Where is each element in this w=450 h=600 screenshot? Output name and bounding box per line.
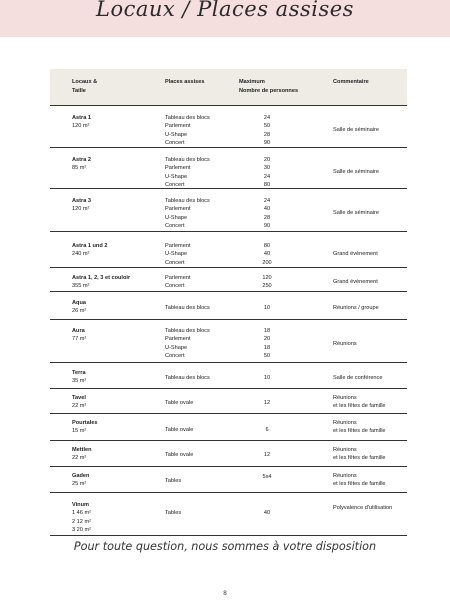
comment-cell (333, 340, 407, 348)
capacity-value: 28 (263, 131, 271, 138)
room-size: 26 m² (72, 308, 87, 315)
header-locaux (72, 78, 152, 95)
header-maximum-line: Maximum (239, 79, 265, 85)
capacity-value: 24 (263, 115, 271, 121)
seating-layout: Tableau des blocs (165, 157, 210, 163)
capacity-value: 30 (263, 165, 271, 172)
capacity-value: 200 (262, 259, 272, 266)
capacity-value: 24 (263, 198, 271, 204)
seating-layout: Concert (165, 222, 185, 229)
header-places: Places assises (165, 79, 205, 85)
capacity-value: 10 (263, 375, 271, 381)
capacity-value: 10 (263, 305, 271, 311)
capacity-value: 20 (263, 157, 271, 163)
capacity-cell (240, 274, 294, 291)
seating-cell (165, 509, 235, 517)
comment-cell (333, 209, 407, 217)
seating-layout: Tableau des blocs (165, 115, 210, 121)
seating-layout: Tables (165, 510, 182, 516)
seating-layout: U-Shape (165, 131, 188, 138)
room-cell (72, 472, 162, 489)
capacity-value: 80 (263, 243, 271, 249)
seating-layout: Concert (165, 259, 185, 266)
header-locaux-line: Locaux & (72, 79, 98, 85)
capacity-cell (240, 242, 294, 267)
comment-text: Grand évènement (333, 279, 378, 285)
seating-cell (165, 426, 235, 434)
table-row (50, 467, 407, 493)
capacity-cell (240, 156, 294, 189)
room-name: Terra (72, 370, 86, 376)
capacity-value: 12 (263, 452, 271, 458)
capacity-cell (240, 509, 294, 517)
comment-text: Réunions / groupe (333, 305, 379, 311)
comment-cell (333, 304, 407, 312)
room-cell (72, 197, 162, 214)
comment-text: Réunions (333, 420, 357, 426)
capacity-cell (240, 426, 294, 434)
seating-cell (165, 304, 235, 312)
room-cell (72, 369, 162, 386)
seating-cell (165, 114, 235, 147)
capacity-cell (240, 399, 294, 407)
comment-text: Réunions (333, 473, 357, 479)
room-cell (72, 446, 162, 463)
comment-cell (333, 472, 407, 489)
table-row (50, 363, 407, 389)
table-row (50, 268, 407, 292)
seating-cell (165, 197, 235, 230)
room-cell (72, 327, 162, 344)
comment-cell (333, 504, 407, 512)
capacity-value: 6 (265, 427, 269, 433)
comment-text: et les fêtes de famille (333, 403, 386, 410)
capacity-value: 80 (263, 181, 271, 188)
seating-layout: U-Shape (165, 344, 188, 351)
comment-cell (333, 446, 407, 463)
capacity-cell (240, 197, 294, 230)
capacity-cell (240, 114, 294, 147)
capacity-value: 40 (263, 510, 271, 516)
comment-cell (333, 419, 407, 436)
seating-cell (165, 274, 235, 291)
table-row (50, 493, 407, 536)
header-locaux-line: Taille (72, 87, 86, 94)
seating-layout: Concert (165, 352, 185, 359)
comment-cell (333, 250, 407, 258)
header-maximum-line: Nombre de personnes (239, 87, 299, 94)
table-row (50, 106, 407, 148)
room-name: Astra 1 (72, 115, 91, 121)
comment-cell (333, 374, 407, 382)
table-row (50, 148, 407, 189)
comment-text: Salle de séminaire (333, 127, 380, 133)
seating-layout: Table ovale (165, 400, 194, 406)
seating-cell (165, 477, 235, 485)
page-title: Locaux / Places assises (96, 0, 354, 21)
seating-layout: Parlement (165, 206, 191, 213)
room-size: 22 m² (72, 403, 87, 410)
room-name: Aura (72, 328, 85, 334)
comment-text: Salle de séminaire (333, 169, 380, 175)
table-body (50, 106, 407, 536)
header-commentaire: Commentaire (333, 79, 369, 85)
capacity-cell (240, 304, 294, 312)
comment-text: Polyvalence d'utilisation (333, 505, 393, 511)
comment-text: Réunions (333, 447, 357, 453)
room-cell (72, 114, 162, 131)
seating-cell (165, 156, 235, 189)
table-row (50, 441, 407, 467)
table-row (50, 189, 407, 232)
room-name: Astra 2 (72, 157, 91, 163)
room-cell (72, 501, 162, 534)
comment-text: Grand évènement (333, 251, 378, 257)
room-size: 120 m² (72, 123, 90, 130)
table-row (50, 320, 407, 363)
seating-cell (165, 399, 235, 407)
seating-layout: Parlement (165, 336, 191, 343)
room-size: 120 m² (72, 206, 90, 213)
comment-cell (333, 168, 407, 176)
capacity-value: 90 (263, 139, 271, 146)
seating-layout: U-Shape (165, 251, 188, 258)
seating-table (50, 69, 407, 536)
comment-text: Salle de conférence (333, 375, 383, 381)
room-name: Astra 1, 2, 3 et couloir (72, 275, 131, 281)
room-cell (72, 299, 162, 316)
seating-cell (165, 451, 235, 459)
room-name: Vinum (72, 502, 89, 508)
room-size: 77 m² (72, 336, 87, 343)
capacity-value: 5x4 (262, 474, 272, 480)
capacity-cell (240, 374, 294, 382)
capacity-value: 18 (263, 344, 271, 351)
room-size: 355 m² (72, 283, 90, 290)
capacity-value: 50 (263, 352, 271, 359)
seating-cell (165, 374, 235, 382)
capacity-value: 250 (262, 283, 272, 290)
seating-layout: Tableau des blocs (165, 305, 210, 311)
seating-layout: Tables (165, 478, 182, 484)
room-size: 35 m² (72, 378, 87, 385)
table-row (50, 292, 407, 320)
capacity-value: 40 (263, 251, 271, 258)
room-cell (72, 419, 162, 436)
room-size: 240 m² (72, 251, 90, 258)
capacity-value: 24 (263, 173, 271, 180)
capacity-value: 20 (263, 336, 271, 343)
capacity-value: 90 (263, 222, 271, 229)
room-cell (72, 156, 162, 173)
room-cell (72, 274, 162, 291)
capacity-cell (240, 327, 294, 360)
room-cell (72, 394, 162, 411)
room-size: 85 m² (72, 165, 87, 172)
room-size: 1 46 m² (72, 510, 91, 517)
room-size: 22 m² (72, 455, 87, 462)
seating-cell (165, 242, 235, 267)
seating-cell (165, 327, 235, 360)
seating-layout: Tableau des blocs (165, 375, 210, 381)
seating-layout: Concert (165, 181, 185, 188)
comment-text: et les fêtes de famille (333, 481, 386, 488)
seating-layout: Parlement (165, 123, 191, 130)
seating-layout: Parlement (165, 275, 191, 281)
capacity-cell (240, 473, 294, 481)
room-name: Astra 3 (72, 198, 91, 204)
capacity-value: 40 (263, 206, 271, 213)
capacity-value: 18 (263, 328, 271, 334)
capacity-value: 28 (263, 214, 271, 221)
seating-layout: Table ovale (165, 427, 194, 433)
room-size: 15 m² (72, 428, 87, 435)
room-name: Mettlen (72, 447, 92, 453)
seating-layout: Parlement (165, 165, 191, 172)
room-size: 25 m² (72, 481, 87, 488)
seating-layout: Concert (165, 283, 185, 290)
room-name: Pourtales (72, 420, 98, 426)
room-name: Aqua (72, 300, 86, 306)
comment-cell (333, 394, 407, 411)
room-size: 2 12 m² (72, 518, 91, 525)
comment-text: Salle de séminaire (333, 210, 380, 216)
seating-layout: U-Shape (165, 214, 188, 221)
room-name: Gaden (72, 473, 90, 479)
comment-text: et les fêtes de famille (333, 428, 386, 435)
seating-layout: Tableau des blocs (165, 328, 210, 334)
comment-cell (333, 126, 407, 134)
room-size: 3 20 m² (72, 526, 91, 533)
seating-layout: Table ovale (165, 452, 194, 458)
table-row (50, 232, 407, 268)
page-number: 8 (223, 590, 227, 597)
header-maximum (239, 78, 319, 95)
capacity-cell (240, 451, 294, 459)
capacity-value: 50 (263, 123, 271, 130)
seating-layout: Tableau des blocs (165, 198, 210, 204)
comment-cell (333, 278, 407, 286)
table-row (50, 389, 407, 414)
room-name: Astra 1 und 2 (72, 243, 108, 249)
capacity-value: 120 (262, 275, 272, 281)
capacity-value: 12 (263, 400, 271, 406)
seating-layout: Concert (165, 139, 185, 146)
seating-layout: Parlement (165, 243, 191, 249)
comment-text: et les fêtes de famille (333, 455, 386, 462)
seating-layout: U-Shape (165, 173, 188, 180)
table-header (50, 69, 407, 106)
footer-note: Pour toute question, nous sommes à votre disposition (73, 540, 377, 553)
comment-text: Réunions (333, 341, 357, 347)
room-name: Tavel (72, 395, 86, 401)
comment-text: Réunions (333, 395, 357, 401)
room-cell (72, 242, 162, 259)
table-row (50, 414, 407, 441)
